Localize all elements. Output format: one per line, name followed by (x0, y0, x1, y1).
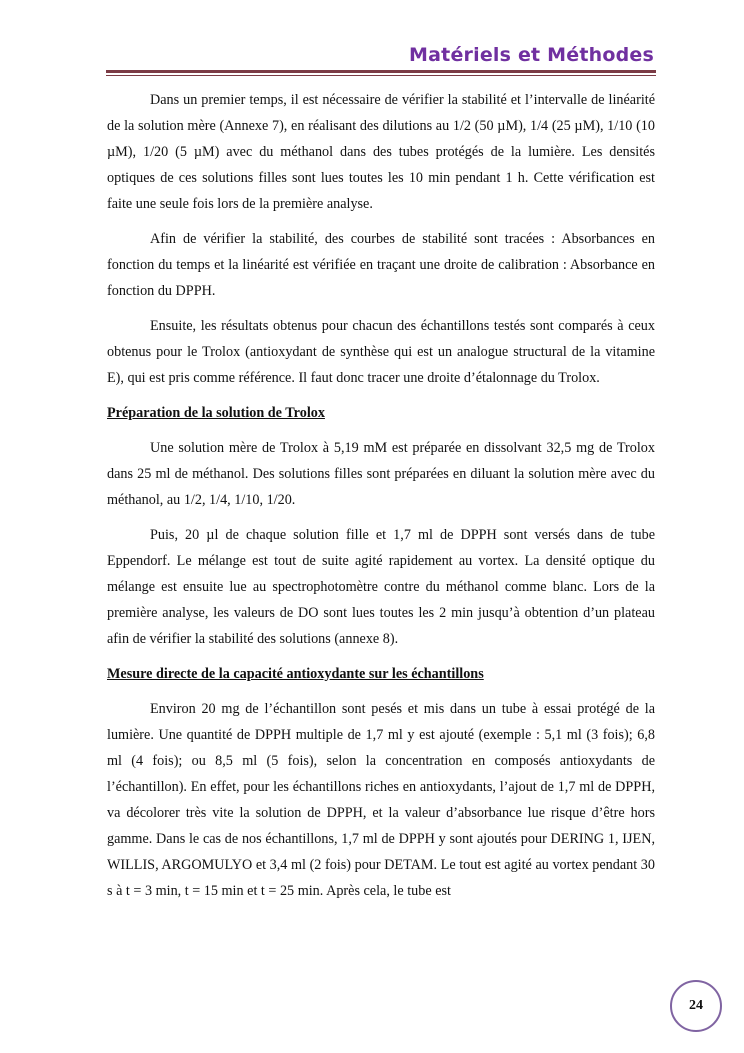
paragraph-solution-mere-trolox: Une solution mère de Trolox à 5,19 mM est préparée en dissolvant 32,5 mg de Trolox dans 25 ml de méthanol. Des solutions filles sont préparées en diluant la solution mère avec du méthanol, au 1/2, 1/4, 1/10, 1/20. (107, 440, 655, 508)
header-rule-thick (106, 70, 656, 73)
paragraph-protocole-trolox: Puis, 20 µl de chaque solution fille et 1,7 ml de DPPH sont versés dans de tube Eppendorf. Le mélange est tout de suite agité rapidement au vortex. La densité optique du mélange est ensuite lue au spectrophotomètre contre du méthanol comme blanc. Lors de la première analyse, les valeurs de DO sont lues toutes les 2 min jusqu’à obtention d’un plateau afin de vérifier la stabilité des solutions (annexe 8). (107, 527, 655, 647)
section-heading-mesure: Mesure directe de la capacité antioxydante sur les échantillons (107, 666, 484, 682)
paragraph-comparaison-trolox: Ensuite, les résultats obtenus pour chacun des échantillons testés sont comparés à ceux obtenus pour le Trolox (antioxydant de synthèse qui est un analogue structural de la vitamine E), qui est pris comme référence. Il faut donc tracer une droite d’étalonnage du Trolox. (107, 318, 655, 386)
page-body (107, 87, 655, 913)
paragraph-stabilite-intro: Dans un premier temps, il est nécessaire de vérifier la stabilité et l’intervalle de linéarité de la solution mère (Annexe 7), en réalisant des dilutions au 1/2 (50 µM), 1/4 (25 µM), 1/10 (10 µM), 1/20 (5 µM) avec du méthanol dans des tubes protégés de la lumière. Les densités optiques de ces solutions filles sont lues toutes les 10 min pendant 1 h. Cette vérification est faite une seule fois lors de la première analyse. (107, 92, 655, 212)
page-number: 24 (670, 980, 722, 1032)
paragraph-courbes-stabilite: Afin de vérifier la stabilité, des courbes de stabilité sont tracées : Absorbances en fonction du temps et la linéarité est vérifiée en traçant une droite de calibration : Absorbance en fonction du DPPH. (107, 231, 655, 299)
section-heading-trolox: Préparation de la solution de Trolox (107, 405, 325, 421)
header-rule-thin (106, 75, 656, 76)
paragraph-mesure-echantillons: Environ 20 mg de l’échantillon sont pesés et mis dans un tube à essai protégé de la lumière. Une quantité de DPPH multiple de 1,7 ml y est ajouté (exemple : 5,1 ml (3 fois); 6,8 ml (4 fois); ou 8,5 ml (5 fois), selon la concentration en composés antioxydants de l’échantillon). En effet, pour les échantillons riches en antioxydants, l’ajout de 1,7 ml de DPPH, va décolorer très vite la solution de DPPH, et la valeur d’absorbance lue risque d’être hors gamme. Dans le cas de nos échantillons, 1,7 ml de DPPH y sont ajoutés pour DERING 1, IJEN, WILLIS, ARGOMULYO et 3,4 ml (2 fois) pour DETAM. Le tout est agité au vortex pendant 30 s à t = 3 min, t = 15 min et t = 25 min. Après cela, le tube est (107, 701, 655, 899)
page-title: Matériels et Méthodes (409, 44, 654, 66)
